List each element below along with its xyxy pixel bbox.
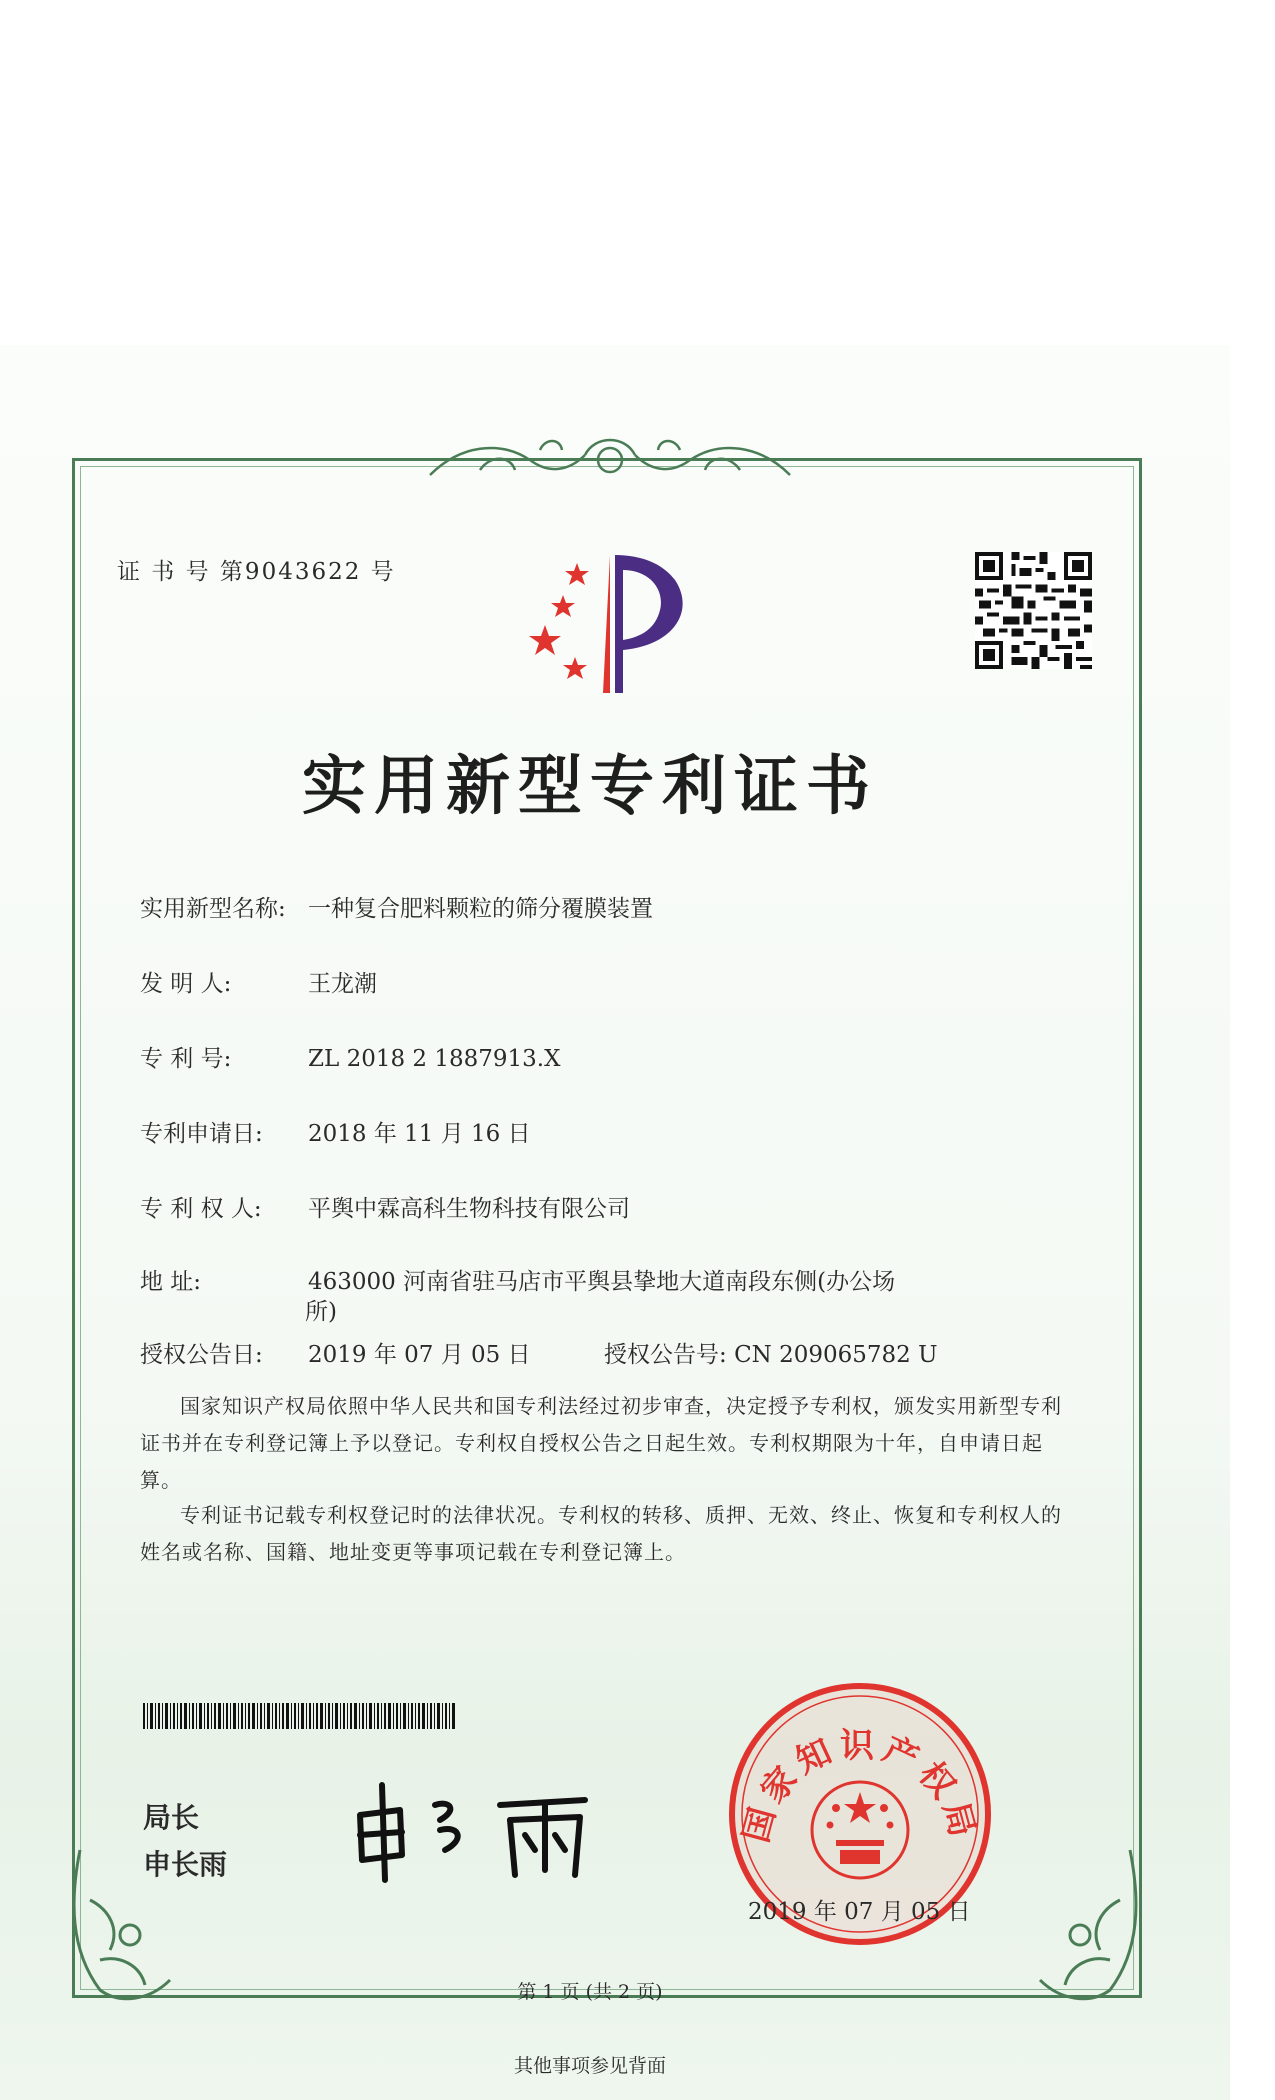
field-label: 专 利 权 人:	[140, 1196, 262, 1222]
patent-office-emblem-icon	[515, 545, 710, 695]
field-label: 发 明 人:	[140, 971, 232, 997]
field-filing-date	[140, 1115, 531, 1148]
seal-date: 2019 年 07 月 05 日	[748, 1899, 971, 1925]
field-address-line2: 所)	[305, 1299, 337, 1325]
field-inventor	[140, 965, 377, 998]
field-label: 地 址:	[140, 1269, 202, 1295]
field-value: 2019 年 07 月 05 日	[308, 1342, 531, 1368]
director-name: 申长雨	[143, 1848, 228, 1881]
field-label: 实用新型名称:	[140, 896, 286, 922]
field-value: CN 209065782 U	[734, 1342, 938, 1368]
page-number: 第 1 页 (共 2 页)	[517, 1981, 663, 2003]
field-value: 463000 河南省驻马店市平舆县挚地大道南段东侧(办公场	[308, 1269, 896, 1295]
footer-note: 其他事项参见背面	[513, 2055, 666, 2077]
field-label: 授权公告日:	[140, 1342, 263, 1368]
certificate-title: 实用新型专利证书	[302, 750, 878, 824]
field-value: 平舆中霖高科生物科技有限公司	[308, 1196, 630, 1222]
field-grant-date	[140, 1336, 531, 1369]
field-label: 专 利 号:	[140, 1046, 232, 1072]
field-value: 2018 年 11 月 16 日	[308, 1121, 531, 1147]
body-paragraph-2: 专利证书记载专利权登记时的法律状况。专利权的转移、质押、无效、终止、恢复和专利权人的姓名或名称、国籍、地址变更等事项记载在专利登记簿上。	[140, 1503, 1062, 1564]
body-paragraph-1: 国家知识产权局依照中华人民共和国专利法经过初步审查，决定授予专利权，颁发实用新型专利证书并在专利登记簿上予以登记。专利权自授权公告之日起生效。专利权期限为十年，自申请日起算。	[140, 1394, 1062, 1492]
field-label: 授权公告号:	[604, 1342, 727, 1368]
field-patent-number	[140, 1040, 560, 1073]
field-value: 一种复合肥料颗粒的筛分覆膜装置	[308, 896, 653, 922]
field-address	[140, 1263, 895, 1296]
field-value: 王龙潮	[308, 971, 377, 997]
director-title: 局长	[143, 1801, 200, 1834]
field-label: 专利申请日:	[140, 1121, 263, 1147]
certificate-number: 证 书 号 第9043622 号	[117, 559, 396, 585]
field-grant-number	[604, 1336, 938, 1369]
barcode-icon	[143, 1703, 455, 1729]
handwritten-signature	[340, 1775, 620, 1885]
svg-text:国家知识产权局: 国家知识产权局	[736, 1726, 984, 1847]
field-value: ZL 2018 2 1887913.X	[308, 1046, 561, 1072]
qr-code-icon	[975, 552, 1092, 669]
field-patentee	[140, 1190, 630, 1223]
top-ornament-icon	[420, 430, 800, 490]
field-utility-model-name	[140, 890, 653, 923]
